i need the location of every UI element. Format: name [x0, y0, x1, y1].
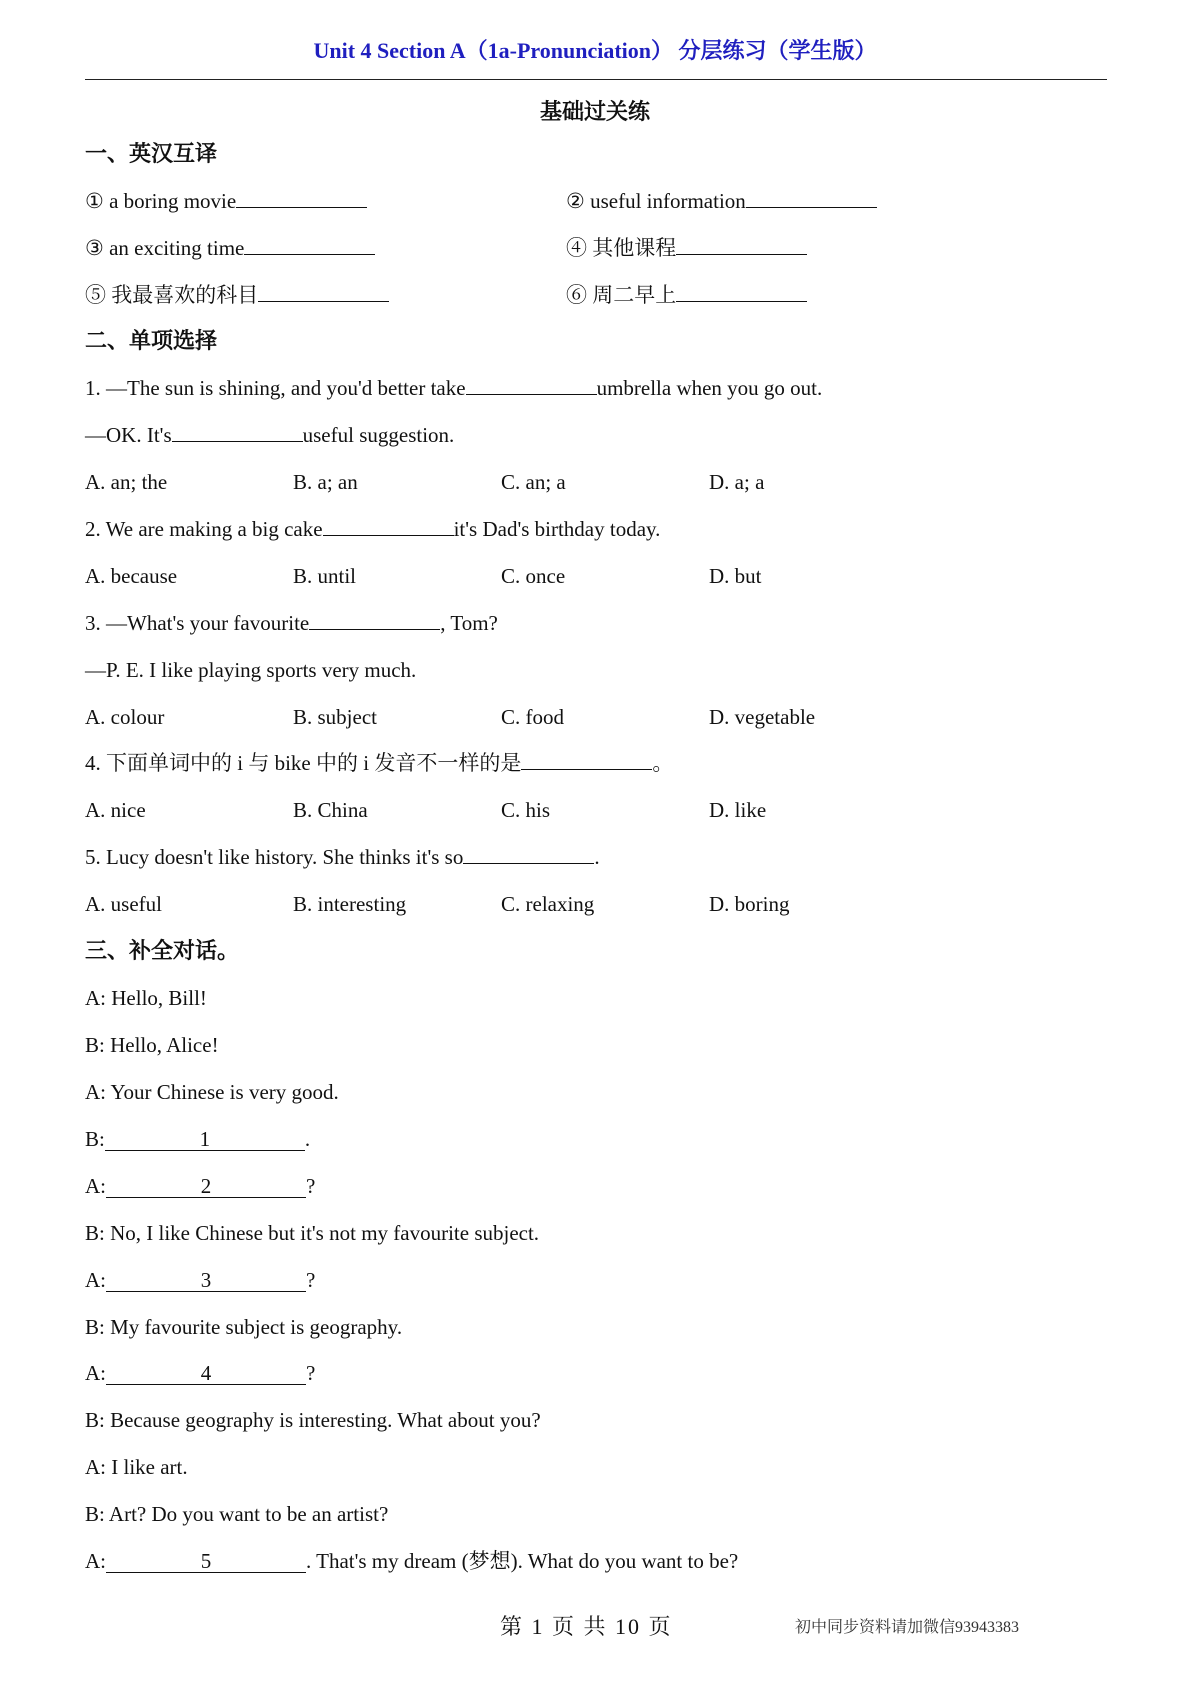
translation-item-6: ⑥ 周二早上 — [566, 281, 807, 309]
option-a[interactable]: A. nice — [85, 798, 146, 822]
dialogue-line-blank-3: A: 3 ? — [85, 1268, 316, 1292]
question-4-options — [85, 796, 1085, 824]
dialogue-line-blank-2: A: 2 ? — [85, 1174, 316, 1198]
dialogue-blank[interactable]: 4 — [106, 1360, 306, 1385]
option-b[interactable]: B. interesting — [293, 892, 407, 916]
answer-blank[interactable] — [676, 281, 807, 302]
option-a[interactable]: A. an; the — [85, 470, 168, 494]
option-c[interactable]: C. his — [501, 798, 551, 822]
dialogue-line: B: Hello, Alice! — [85, 1033, 219, 1057]
footer-note: 初中同步资料请加微信93943383 — [795, 1619, 1020, 1636]
part1-heading: 一、英汉互译 — [85, 141, 218, 166]
translation-item-3: ③ an exciting time — [85, 234, 375, 262]
option-a[interactable]: A. colour — [85, 705, 165, 729]
option-a[interactable]: A. because — [85, 564, 178, 588]
answer-blank[interactable] — [323, 515, 454, 536]
question-2-stem: 2. We are making a big cake it's Dad's birthday today. — [85, 517, 661, 541]
part3-heading: 三、补全对话。 — [85, 938, 240, 963]
option-b[interactable]: B. China — [293, 798, 368, 822]
question-2-options — [85, 562, 1085, 590]
header-divider — [85, 79, 1107, 80]
dialogue-line: A: Hello, Bill! — [85, 986, 207, 1010]
question-3-stem: 3. —What's your favourite , Tom? — [85, 611, 498, 635]
answer-blank[interactable] — [309, 609, 440, 630]
translation-item-5: ⑤ 我最喜欢的科目 — [85, 281, 389, 309]
option-b[interactable]: B. until — [293, 564, 357, 588]
dialogue-line: B: My favourite subject is geography. — [85, 1315, 403, 1339]
dialogue-line: B: Because geography is interesting. What about you? — [85, 1408, 541, 1432]
dialogue-blank[interactable]: 3 — [106, 1267, 306, 1292]
dialogue-blank[interactable]: 2 — [106, 1173, 306, 1198]
document-title: Unit 4 Section A（1a-Pronunciation） 分层练习（学生版） — [313, 38, 877, 63]
option-d[interactable]: D. a; a — [709, 470, 765, 494]
question-5-stem: 5. Lucy doesn't like history. She thinks it's so . — [85, 845, 600, 869]
question-1-options — [85, 468, 1085, 496]
page-number: 第 1 页 共 10 页 — [500, 1614, 673, 1639]
dialogue-line-blank-5: A: 5 . That's my dream (梦想). What do you want to be? — [85, 1549, 739, 1573]
option-b[interactable]: B. subject — [293, 705, 377, 729]
answer-blank[interactable] — [676, 234, 807, 255]
dialogue-blank[interactable]: 5 — [106, 1548, 306, 1573]
option-c[interactable]: C. food — [501, 705, 564, 729]
option-d[interactable]: D. vegetable — [709, 705, 816, 729]
question-5-options — [85, 890, 1085, 918]
answer-blank[interactable] — [236, 187, 367, 208]
question-3-line2: —P. E. I like playing sports very much. — [85, 658, 417, 682]
part2-heading: 二、单项选择 — [85, 328, 218, 353]
question-3-options — [85, 703, 1085, 731]
option-d[interactable]: D. like — [709, 798, 767, 822]
translation-item-2: ② useful information — [566, 187, 877, 215]
question-1-stem: 1. —The sun is shining, and you'd better take umbrella when you go out. — [85, 376, 823, 400]
answer-blank[interactable] — [258, 281, 389, 302]
answer-blank[interactable] — [466, 374, 597, 395]
option-c[interactable]: C. relaxing — [501, 892, 595, 916]
answer-blank[interactable] — [244, 234, 375, 255]
dialogue-blank[interactable]: 1 — [105, 1126, 305, 1151]
dialogue-line-blank-1: B: 1 . — [85, 1127, 311, 1151]
answer-blank[interactable] — [463, 843, 594, 864]
answer-blank[interactable] — [746, 187, 877, 208]
section-title: 基础过关练 — [539, 99, 650, 124]
option-c[interactable]: C. an; a — [501, 470, 566, 494]
option-a[interactable]: A. useful — [85, 892, 162, 916]
question-1-line2: —OK. It's useful suggestion. — [85, 423, 455, 447]
option-c[interactable]: C. once — [501, 564, 566, 588]
answer-blank[interactable] — [521, 749, 652, 770]
dialogue-line: B: No, I like Chinese but it's not my favourite subject. — [85, 1221, 540, 1245]
answer-blank[interactable] — [172, 421, 303, 442]
dialogue-line: A: Your Chinese is very good. — [85, 1080, 339, 1104]
dialogue-line-blank-4: A: 4 ? — [85, 1361, 316, 1385]
translation-item-4: ④ 其他课程 — [566, 234, 807, 262]
dialogue-line: B: Art? Do you want to be an artist? — [85, 1502, 389, 1526]
question-4-stem: 4. 下面单词中的 i 与 bike 中的 i 发音不一样的是 。 — [85, 751, 674, 775]
dialogue-line: A: I like art. — [85, 1455, 188, 1479]
option-d[interactable]: D. but — [709, 564, 762, 588]
option-d[interactable]: D. boring — [709, 892, 790, 916]
option-b[interactable]: B. a; an — [293, 470, 358, 494]
translation-item-1: ① a boring movie — [85, 187, 367, 215]
